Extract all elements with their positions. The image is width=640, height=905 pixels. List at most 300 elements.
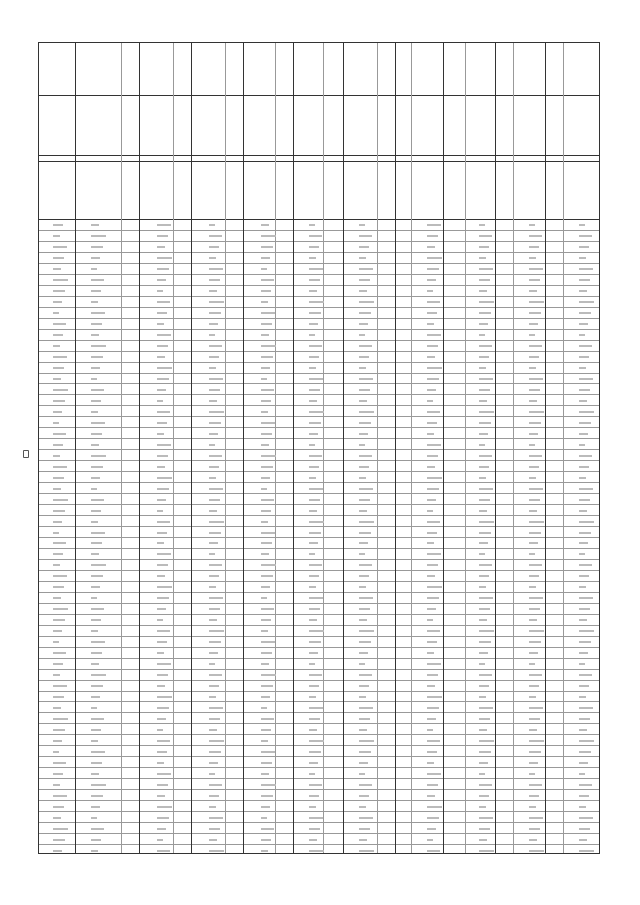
illegible-cell-mark <box>309 257 316 259</box>
illegible-cell-mark <box>261 268 267 270</box>
illegible-cell-mark <box>157 652 164 654</box>
illegible-cell-mark <box>579 488 593 490</box>
illegible-cell-mark <box>427 850 440 852</box>
illegible-cell-mark <box>309 641 321 643</box>
illegible-cell-mark <box>529 510 537 512</box>
illegible-cell-mark <box>359 345 372 347</box>
illegible-cell-mark <box>579 257 586 259</box>
table-row-line <box>39 592 599 593</box>
illegible-cell-mark <box>427 806 442 808</box>
illegible-cell-mark <box>579 817 593 819</box>
table-column-line <box>465 43 466 853</box>
table-row-line <box>39 833 599 834</box>
table-column-line <box>173 43 174 853</box>
illegible-cell-mark <box>359 477 366 479</box>
table-row-line <box>39 756 599 757</box>
table-row-line <box>39 155 599 156</box>
illegible-cell-mark <box>261 696 270 698</box>
illegible-cell-mark <box>529 575 539 577</box>
illegible-cell-mark <box>261 290 271 292</box>
illegible-cell-mark <box>91 367 100 369</box>
illegible-cell-mark <box>359 532 371 534</box>
illegible-cell-mark <box>209 641 221 643</box>
illegible-cell-mark <box>359 367 366 369</box>
illegible-cell-mark <box>479 433 488 435</box>
illegible-cell-mark <box>91 268 97 270</box>
illegible-cell-mark <box>157 663 171 665</box>
illegible-cell-mark <box>157 367 172 369</box>
illegible-cell-mark <box>309 795 319 797</box>
illegible-cell-mark <box>91 257 100 259</box>
illegible-cell-mark <box>209 488 223 490</box>
illegible-cell-mark <box>53 828 68 830</box>
illegible-cell-mark <box>157 290 163 292</box>
table-row-line <box>39 712 599 713</box>
table-column-line <box>495 43 496 853</box>
illegible-cell-mark <box>261 553 269 555</box>
illegible-cell-mark <box>309 586 316 588</box>
illegible-cell-mark <box>53 773 63 775</box>
illegible-cell-mark <box>209 345 222 347</box>
illegible-cell-mark <box>209 455 222 457</box>
illegible-cell-mark <box>579 696 586 698</box>
illegible-cell-mark <box>529 301 544 303</box>
illegible-cell-mark <box>209 279 220 281</box>
illegible-cell-mark <box>53 378 61 380</box>
illegible-cell-mark <box>261 806 270 808</box>
illegible-cell-mark <box>427 246 435 248</box>
illegible-cell-mark <box>479 334 485 336</box>
illegible-cell-mark <box>579 290 587 292</box>
illegible-cell-mark <box>579 532 591 534</box>
table-row-line <box>39 504 599 505</box>
table-row-line <box>39 307 599 308</box>
illegible-cell-mark <box>209 224 215 226</box>
table-column-line <box>377 43 378 853</box>
illegible-cell-mark <box>261 301 268 303</box>
illegible-cell-mark <box>359 422 371 424</box>
illegible-cell-mark <box>157 246 165 248</box>
illegible-cell-mark <box>529 707 543 709</box>
illegible-cell-mark <box>479 839 487 841</box>
illegible-cell-mark <box>53 740 62 742</box>
table-row-line <box>39 603 599 604</box>
table-row-line <box>39 581 599 582</box>
illegible-cell-mark <box>427 718 436 720</box>
illegible-cell-mark <box>53 608 68 610</box>
table-row-line <box>39 570 599 571</box>
illegible-cell-mark <box>579 433 588 435</box>
illegible-cell-mark <box>479 729 487 731</box>
illegible-cell-mark <box>479 301 494 303</box>
illegible-cell-mark <box>261 356 273 358</box>
illegible-cell-mark <box>309 674 322 676</box>
table-row-line <box>39 329 599 330</box>
illegible-cell-mark <box>309 718 320 720</box>
illegible-cell-mark <box>529 586 536 588</box>
table-row-line <box>39 274 599 275</box>
illegible-cell-mark <box>579 773 585 775</box>
illegible-cell-mark <box>529 378 543 380</box>
table-row-line <box>39 405 599 406</box>
illegible-cell-mark <box>91 663 99 665</box>
illegible-cell-mark <box>91 301 98 303</box>
illegible-cell-mark <box>427 224 441 226</box>
table-row-line <box>39 778 599 779</box>
table-row-line <box>39 723 599 724</box>
illegible-cell-mark <box>157 532 167 534</box>
illegible-cell-mark <box>529 290 537 292</box>
illegible-cell-mark <box>579 575 589 577</box>
illegible-cell-mark <box>359 674 372 676</box>
illegible-cell-mark <box>309 488 323 490</box>
illegible-cell-mark <box>91 422 105 424</box>
illegible-cell-mark <box>359 334 365 336</box>
illegible-cell-mark <box>209 323 218 325</box>
illegible-cell-mark <box>479 762 488 764</box>
illegible-cell-mark <box>209 608 220 610</box>
illegible-cell-mark <box>309 839 317 841</box>
illegible-cell-mark <box>309 630 324 632</box>
table-row-line <box>39 383 599 384</box>
illegible-cell-mark <box>157 444 171 446</box>
illegible-cell-mark <box>53 510 65 512</box>
illegible-cell-mark <box>91 751 105 753</box>
illegible-cell-mark <box>261 378 267 380</box>
illegible-cell-mark <box>359 312 371 314</box>
table-row-line <box>39 811 599 812</box>
illegible-cell-mark <box>157 773 171 775</box>
illegible-cell-mark <box>359 630 374 632</box>
illegible-cell-mark <box>157 707 169 709</box>
illegible-cell-mark <box>579 839 587 841</box>
illegible-cell-mark <box>427 378 439 380</box>
illegible-cell-mark <box>479 542 488 544</box>
illegible-cell-mark <box>91 279 104 281</box>
illegible-cell-mark <box>427 323 434 325</box>
illegible-cell-mark <box>91 619 101 621</box>
illegible-cell-mark <box>309 751 321 753</box>
illegible-cell-mark <box>427 707 439 709</box>
illegible-cell-mark <box>359 773 365 775</box>
illegible-cell-mark <box>529 499 540 501</box>
illegible-cell-mark <box>309 608 320 610</box>
illegible-cell-mark <box>529 652 538 654</box>
illegible-cell-mark <box>529 828 540 830</box>
illegible-cell-mark <box>309 740 324 742</box>
table-row-line <box>39 296 599 297</box>
illegible-cell-mark <box>157 235 168 237</box>
table-row-line <box>39 482 599 483</box>
table-row-line <box>39 701 599 702</box>
table-column-line <box>293 43 294 853</box>
illegible-cell-mark <box>479 707 493 709</box>
illegible-cell-mark <box>157 850 170 852</box>
table-row-line <box>39 252 599 253</box>
table-row-line <box>39 647 599 648</box>
illegible-cell-mark <box>427 455 438 457</box>
illegible-cell-mark <box>309 685 319 687</box>
illegible-cell-mark <box>91 477 100 479</box>
illegible-cell-mark <box>209 246 219 248</box>
illegible-cell-mark <box>157 312 167 314</box>
illegible-cell-mark <box>427 575 435 577</box>
table-row-line <box>39 669 599 670</box>
illegible-cell-mark <box>91 378 97 380</box>
illegible-cell-mark <box>579 466 589 468</box>
illegible-cell-mark <box>529 696 536 698</box>
illegible-cell-mark <box>53 817 61 819</box>
illegible-cell-mark <box>157 400 163 402</box>
illegible-cell-mark <box>427 411 440 413</box>
illegible-cell-mark <box>427 674 438 676</box>
illegible-cell-mark <box>479 564 492 566</box>
illegible-cell-mark <box>479 608 490 610</box>
illegible-cell-mark <box>91 729 101 731</box>
illegible-cell-mark <box>157 323 164 325</box>
illegible-cell-mark <box>529 411 544 413</box>
illegible-cell-mark <box>427 817 439 819</box>
illegible-cell-mark <box>261 477 270 479</box>
illegible-cell-mark <box>91 553 99 555</box>
illegible-cell-mark <box>479 389 490 391</box>
illegible-cell-mark <box>479 466 489 468</box>
illegible-cell-mark <box>479 224 485 226</box>
illegible-cell-mark <box>529 542 538 544</box>
illegible-cell-mark <box>309 444 315 446</box>
illegible-cell-mark <box>261 224 269 226</box>
table-row-line <box>39 394 599 395</box>
illegible-cell-mark <box>261 784 276 786</box>
illegible-cell-mark <box>91 696 100 698</box>
illegible-cell-mark <box>209 521 224 523</box>
illegible-cell-mark <box>157 619 163 621</box>
illegible-cell-mark <box>309 433 318 435</box>
illegible-cell-mark <box>261 685 273 687</box>
illegible-cell-mark <box>157 389 166 391</box>
table-row-line <box>39 800 599 801</box>
illegible-cell-mark <box>157 839 163 841</box>
illegible-cell-mark <box>53 433 66 435</box>
illegible-cell-mark <box>427 521 440 523</box>
illegible-cell-mark <box>209 367 216 369</box>
illegible-cell-mark <box>579 312 591 314</box>
illegible-cell-mark <box>261 751 275 753</box>
table-row-line <box>39 373 599 374</box>
illegible-cell-mark <box>529 773 535 775</box>
illegible-cell-mark <box>479 674 492 676</box>
illegible-cell-mark <box>53 521 62 523</box>
illegible-cell-mark <box>579 367 586 369</box>
table-row-line <box>39 822 599 823</box>
illegible-cell-mark <box>157 762 164 764</box>
illegible-cell-mark <box>579 850 594 852</box>
illegible-cell-mark <box>427 301 440 303</box>
illegible-cell-mark <box>529 817 543 819</box>
illegible-cell-mark <box>479 323 488 325</box>
illegible-cell-mark <box>427 740 440 742</box>
illegible-cell-mark <box>53 488 61 490</box>
illegible-cell-mark <box>479 268 493 270</box>
illegible-cell-mark <box>579 279 590 281</box>
illegible-cell-mark <box>209 619 217 621</box>
illegible-cell-mark <box>359 389 370 391</box>
illegible-cell-mark <box>209 707 223 709</box>
illegible-cell-mark <box>261 586 270 588</box>
illegible-cell-mark <box>91 685 103 687</box>
illegible-cell-mark <box>209 356 219 358</box>
illegible-cell-mark <box>53 257 64 259</box>
illegible-cell-mark <box>579 422 591 424</box>
illegible-cell-mark <box>529 795 539 797</box>
illegible-cell-mark <box>261 235 276 237</box>
table-row-line <box>39 449 599 450</box>
illegible-cell-mark <box>359 433 368 435</box>
illegible-cell-mark <box>209 674 222 676</box>
illegible-cell-mark <box>157 630 170 632</box>
illegible-cell-mark <box>579 707 593 709</box>
illegible-cell-mark <box>529 455 542 457</box>
illegible-cell-mark <box>427 751 437 753</box>
illegible-cell-mark <box>209 630 224 632</box>
illegible-cell-mark <box>529 685 539 687</box>
illegible-cell-mark <box>427 586 442 588</box>
illegible-cell-mark <box>53 389 68 391</box>
illegible-cell-mark <box>53 312 59 314</box>
illegible-cell-mark <box>209 740 224 742</box>
illegible-cell-mark <box>209 532 221 534</box>
table-row-line <box>39 416 599 417</box>
illegible-cell-mark <box>359 839 367 841</box>
illegible-cell-mark <box>427 400 433 402</box>
illegible-cell-mark <box>579 411 594 413</box>
illegible-cell-mark <box>579 268 593 270</box>
illegible-cell-mark <box>529 268 543 270</box>
illegible-cell-mark <box>309 356 319 358</box>
illegible-cell-mark <box>359 806 366 808</box>
illegible-cell-mark <box>157 422 167 424</box>
illegible-cell-mark <box>209 762 218 764</box>
illegible-cell-mark <box>479 696 486 698</box>
illegible-cell-mark <box>359 608 370 610</box>
illegible-cell-mark <box>53 850 62 852</box>
illegible-cell-mark <box>359 729 367 731</box>
illegible-cell-mark <box>309 806 316 808</box>
illegible-cell-mark <box>209 466 219 468</box>
illegible-cell-mark <box>261 422 275 424</box>
illegible-cell-mark <box>309 663 315 665</box>
illegible-cell-mark <box>529 619 537 621</box>
illegible-cell-mark <box>261 619 271 621</box>
illegible-cell-mark <box>579 323 588 325</box>
illegible-cell-mark <box>479 510 487 512</box>
illegible-cell-mark <box>579 740 594 742</box>
illegible-cell-mark <box>261 433 272 435</box>
illegible-cell-mark <box>359 246 369 248</box>
illegible-cell-mark <box>91 411 98 413</box>
table-row-line <box>39 318 599 319</box>
illegible-cell-mark <box>91 641 105 643</box>
illegible-cell-mark <box>261 674 276 676</box>
table-row-line <box>39 526 599 527</box>
illegible-cell-mark <box>309 455 322 457</box>
illegible-cell-mark <box>427 663 441 665</box>
illegible-cell-mark <box>579 224 585 226</box>
illegible-cell-mark <box>261 323 272 325</box>
illegible-cell-mark <box>261 455 276 457</box>
illegible-cell-mark <box>579 597 593 599</box>
illegible-cell-mark <box>427 685 435 687</box>
illegible-cell-mark <box>579 553 585 555</box>
illegible-cell-mark <box>309 707 323 709</box>
illegible-cell-mark <box>157 542 164 544</box>
table-row-line <box>39 161 599 162</box>
illegible-cell-mark <box>309 817 323 819</box>
illegible-cell-mark <box>529 257 536 259</box>
illegible-cell-mark <box>209 542 218 544</box>
illegible-cell-mark <box>91 652 102 654</box>
illegible-cell-mark <box>53 553 63 555</box>
table-column-line <box>411 43 412 853</box>
table-column-line <box>563 43 564 853</box>
illegible-cell-mark <box>209 301 224 303</box>
illegible-cell-mark <box>309 323 318 325</box>
illegible-cell-mark <box>53 729 65 731</box>
illegible-cell-mark <box>91 466 103 468</box>
illegible-cell-mark <box>529 532 541 534</box>
illegible-cell-mark <box>209 433 218 435</box>
illegible-cell-mark <box>479 553 485 555</box>
illegible-cell-mark <box>427 279 436 281</box>
illegible-cell-mark <box>91 312 105 314</box>
illegible-cell-mark <box>91 235 106 237</box>
illegible-cell-mark <box>427 499 436 501</box>
illegible-cell-mark <box>579 729 587 731</box>
table-row-line <box>39 263 599 264</box>
illegible-cell-mark <box>427 696 442 698</box>
illegible-cell-mark <box>53 323 66 325</box>
illegible-cell-mark <box>479 246 489 248</box>
illegible-cell-mark <box>529 608 540 610</box>
illegible-cell-mark <box>157 817 169 819</box>
illegible-cell-mark <box>359 466 369 468</box>
illegible-cell-mark <box>479 367 486 369</box>
illegible-cell-mark <box>261 510 271 512</box>
illegible-cell-mark <box>579 389 590 391</box>
table-row-line <box>39 844 599 845</box>
illegible-cell-mark <box>91 608 104 610</box>
illegible-cell-mark <box>209 828 220 830</box>
illegible-cell-mark <box>359 740 374 742</box>
illegible-cell-mark <box>479 290 487 292</box>
illegible-cell-mark <box>579 795 589 797</box>
illegible-cell-mark <box>309 389 320 391</box>
illegible-cell-mark <box>359 784 372 786</box>
illegible-cell-mark <box>479 806 486 808</box>
illegible-cell-mark <box>479 663 485 665</box>
illegible-cell-mark <box>157 608 166 610</box>
illegible-cell-mark <box>427 784 438 786</box>
illegible-cell-mark <box>359 279 370 281</box>
illegible-cell-mark <box>579 334 585 336</box>
illegible-cell-mark <box>359 652 368 654</box>
illegible-cell-mark <box>579 762 588 764</box>
illegible-cell-mark <box>53 762 66 764</box>
illegible-cell-mark <box>359 564 372 566</box>
illegible-cell-mark <box>427 839 433 841</box>
illegible-cell-mark <box>209 422 221 424</box>
illegible-cell-mark <box>91 564 106 566</box>
